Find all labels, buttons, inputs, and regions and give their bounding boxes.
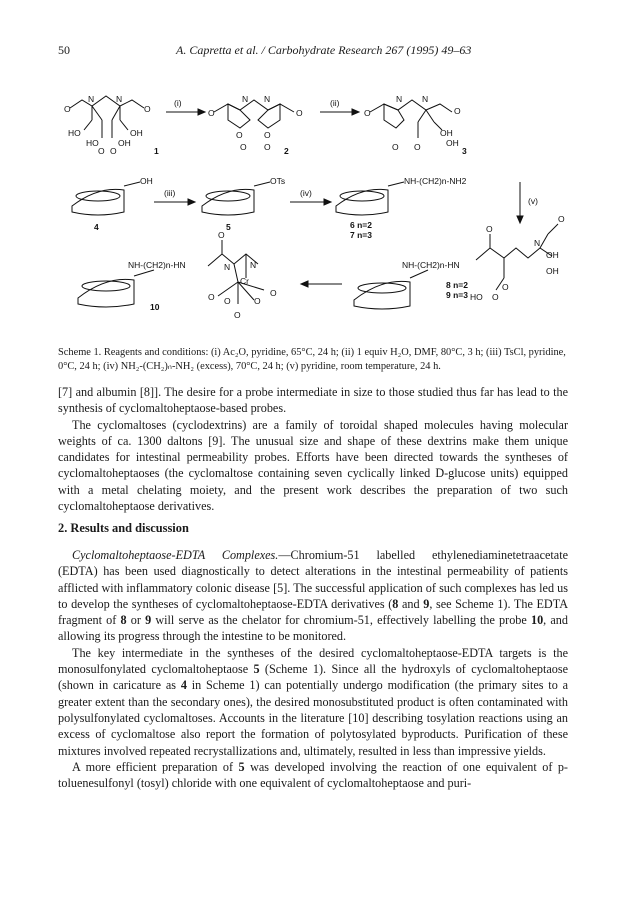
compound-number: 4 <box>94 222 99 232</box>
scheme-atom: HO <box>86 138 99 148</box>
scheme-atom: O <box>144 104 151 114</box>
scheme-atom: O <box>208 108 215 118</box>
scheme-atom: HO <box>68 128 81 138</box>
scheme-atom: O <box>264 142 271 152</box>
compound-number: 8 n=2 <box>446 280 468 290</box>
scheme-atom: OH <box>546 250 559 260</box>
text-run: (Scheme 1). Since all the hydroxyls of cyclomaltoheptaose (shown in caricature as <box>58 662 568 693</box>
reagent-label: (iv) <box>300 188 312 198</box>
scheme-atom: O <box>264 130 271 140</box>
results-paragraphs <box>58 547 568 791</box>
scheme-atom: OH <box>130 128 143 138</box>
scheme-atom: Cr <box>240 276 249 286</box>
scheme-atom: O <box>502 282 509 292</box>
compound-ref: 10 <box>530 613 544 628</box>
scheme-atom: OH <box>546 266 559 276</box>
compound-number: 3 <box>462 146 467 156</box>
scheme-atom: O <box>224 296 231 306</box>
scheme-atom: N <box>534 238 541 248</box>
substituent-label: NH-(CH2)n-NH2 <box>404 176 467 186</box>
section-heading: 2. Results and discussion <box>58 521 189 535</box>
scheme-atom: N <box>88 94 95 104</box>
scheme-atom: O <box>558 214 565 224</box>
compound-ref: 9 <box>145 613 152 628</box>
text-run: will serve as the chelator for chromium-51, effectively labelling the probe <box>151 613 531 628</box>
reagent-label: (v) <box>528 196 538 206</box>
scheme-caption: Scheme 1. Reagents and conditions: (i) Ac₂O, pyridine, 65°C, 24 h; (ii) 1 equiv H₂O, DMF, 80°C, 3 h; (iii) TsCl, pyridine, 0°C, 24 h; (iv) NH₂-(CH₂)ₙ-NH₂ (excess), 70°C, 24 h; (v) pyridine, room temperature, 24 h. <box>58 347 566 372</box>
linker-label: NH-(CH2)n-HN <box>128 260 186 270</box>
compound-number: 1 <box>154 146 159 156</box>
paragraph <box>58 759 568 792</box>
scheme-1-figure <box>58 78 568 338</box>
paragraph <box>58 645 568 759</box>
text-run: , and allowing its progress through the intestine to be monitored. <box>58 613 568 644</box>
scheme-atom: N <box>422 94 429 104</box>
compound-ref: 5 <box>238 759 245 774</box>
scheme-atom: O <box>98 146 105 156</box>
page-number: 50 <box>58 43 70 57</box>
scheme-atom: N <box>396 94 403 104</box>
running-head: A. Capretta et al. / Carbohydrate Research 267 (1995) 49–63 <box>176 43 472 57</box>
compound-ref: 8 <box>392 596 399 611</box>
scheme-atom: O <box>254 296 261 306</box>
scheme-atom: O <box>454 106 461 116</box>
scheme-atom: O <box>296 108 303 118</box>
scheme-atom: N <box>116 94 123 104</box>
scheme-atom: N <box>264 94 271 104</box>
compound-number: 2 <box>284 146 289 156</box>
scheme-atom: O <box>208 292 215 302</box>
reagent-label: (iii) <box>164 188 176 198</box>
scheme-atom: OH <box>118 138 131 148</box>
text-run: in Scheme 1) can potentially undergo modification (the primary sites to a greater extent than the secondary ones), the desired monosubstituted product is often contaminated with polysulfonylated cyclomaltoses. Accounts in the literature [10] describing tosylation reactions using an excess of cyclomaltose also report the formation of polytosylated byproducts. Purification of these mixtures involved repeated recrystallizations and, ultimately, resulted in less than impressive yields. <box>58 678 569 758</box>
text-run: was developed involving the reaction of one equivalent of p-toluenesulfonyl (tosyl) chloride with one equivalent of cyclomaltoheptaose and puri- <box>58 759 568 791</box>
compound-number: 6 n=2 <box>350 220 372 230</box>
compound-number: 10 <box>150 302 160 312</box>
compound-ref: 9 <box>423 596 430 611</box>
scheme-atom: N <box>224 262 231 272</box>
scheme-atom: OH <box>446 138 459 148</box>
scheme-atom: HO <box>470 292 483 302</box>
scheme-atom: O <box>240 142 247 152</box>
scheme-atom: N <box>242 94 249 104</box>
scheme-atom: O <box>236 130 243 140</box>
compound-ref: 8 <box>120 613 127 628</box>
text-run: , see Scheme 1). The EDTA fragment of <box>58 596 568 628</box>
page-header <box>58 43 568 59</box>
paragraph: [7] and albumin [8]]. The desire for a probe intermediate in size to those studied thus far has lead to the synthesis of cyclomaltoheptaose-based probes. <box>58 385 568 416</box>
text-run: and <box>398 596 424 611</box>
scheme-atom: OH <box>440 128 453 138</box>
substituent-label: OTs <box>270 176 286 186</box>
compound-ref: 5 <box>253 662 260 677</box>
text-run: —Chromium-51 labelled ethylenediaminetetraacetate (EDTA) has been used diagnostically to detect alterations in the intestinal permeability of patients afflicted with inflammatory colonic disease [5]. The successful application of such complexes has led us to develop the syntheses of cyclomaltoheptaose-EDTA derivatives ( <box>58 548 568 611</box>
text-run: or <box>126 613 146 628</box>
scheme-atom: O <box>110 146 117 156</box>
linker-label: NH-(CH2)n-HN <box>402 260 460 270</box>
scheme-atom: O <box>486 224 493 234</box>
substituent-label: OH <box>140 176 153 186</box>
scheme-atom: O <box>234 310 241 320</box>
run-in-heading: Cyclomaltoheptaose-EDTA Complexes. <box>72 548 279 562</box>
intro-paragraphs <box>58 384 568 514</box>
reagent-label: (i) <box>174 98 182 108</box>
scheme-atom: O <box>218 230 225 240</box>
scheme-atom: O <box>392 142 399 152</box>
compound-number: 5 <box>226 222 231 232</box>
text-run: The key intermediate in the syntheses of the desired cyclomaltoheptaose-EDTA targets is the monosulfonylated cyclomaltoheptaose <box>58 645 568 677</box>
scheme-atom: O <box>270 288 277 298</box>
compound-number: 9 n=3 <box>446 290 468 300</box>
compound-number: 7 n=3 <box>350 230 372 240</box>
text-run: A more efficient preparation of <box>72 759 239 774</box>
paragraph <box>58 547 568 645</box>
scheme-atom: O <box>414 142 421 152</box>
reagent-label: (ii) <box>330 98 340 108</box>
paragraph: The cyclomaltoses (cyclodextrins) are a family of toroidal shaped molecules having molecular weights of ca. 1300 daltons [9]. The unusual size and shape of these dextrins make them unique candidates for intestinal permeability probes. Efforts have been directed towards the syntheses of cyclomaltoheptaoses (the cyclomaltose containing seven cyclically linked D-glucose units) equipped with a metal chelating moiety, and the present work describes the preparation of two such cyclomaltoheptaose derivatives. <box>58 417 568 514</box>
scheme-atom: O <box>64 104 71 114</box>
compound-ref: 4 <box>180 678 187 693</box>
scheme-atom: N <box>250 260 257 270</box>
scheme-atom: O <box>364 108 371 118</box>
scheme-atom: O <box>492 292 499 302</box>
